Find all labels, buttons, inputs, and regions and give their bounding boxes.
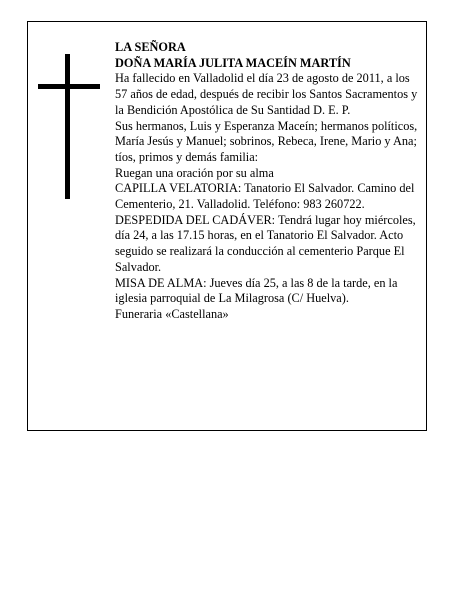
obituary-notice — [27, 21, 427, 431]
deceased-name: DOÑA MARÍA JULITA MACEÍN MARTÍN — [115, 55, 351, 70]
obituary-text — [115, 40, 418, 323]
family-paragraph: Sus hermanos, Luis y Esperanza Maceín; hermanos políticos, María Jesús y Manuel; sobrinos, Rebeca, Irene, Mario y Ana; tíos, primos y demás familia: — [115, 118, 418, 164]
death-announcement: Ha fallecido en Valladolid el día 23 de agosto de 2011, a los 57 años de edad, después de recibir los Santos Sacramentos y la Bendición Apostólica de Su Santidad D. E. P. — [115, 71, 418, 117]
cross-vertical-bar — [65, 54, 70, 199]
cross-horizontal-bar — [38, 84, 100, 89]
funeral-home: Funeraria «Castellana» — [115, 306, 229, 321]
heading-title: LA SEÑORA — [115, 40, 186, 54]
prayer-request: Ruegan una oración por su alma — [115, 165, 274, 180]
cross-icon — [38, 54, 100, 199]
chapel-info: CAPILLA VELATORIA: Tanatorio El Salvador. Camino del Cementerio, 21. Valladolid. Teléfono: 983 260722. — [115, 181, 415, 212]
farewell-info: DESPEDIDA DEL CADÁVER: Tendrá lugar hoy miércoles, día 24, a las 17.15 horas, en el Tanatorio El Salvador. Acto seguido se realizará la conducción al cementerio Parque El Salvador. — [115, 212, 416, 274]
mass-info: MISA DE ALMA: Jueves día 25, a las 8 de la tarde, en la iglesia parroquial de La Milagrosa (C/ Huelva). — [115, 275, 398, 306]
